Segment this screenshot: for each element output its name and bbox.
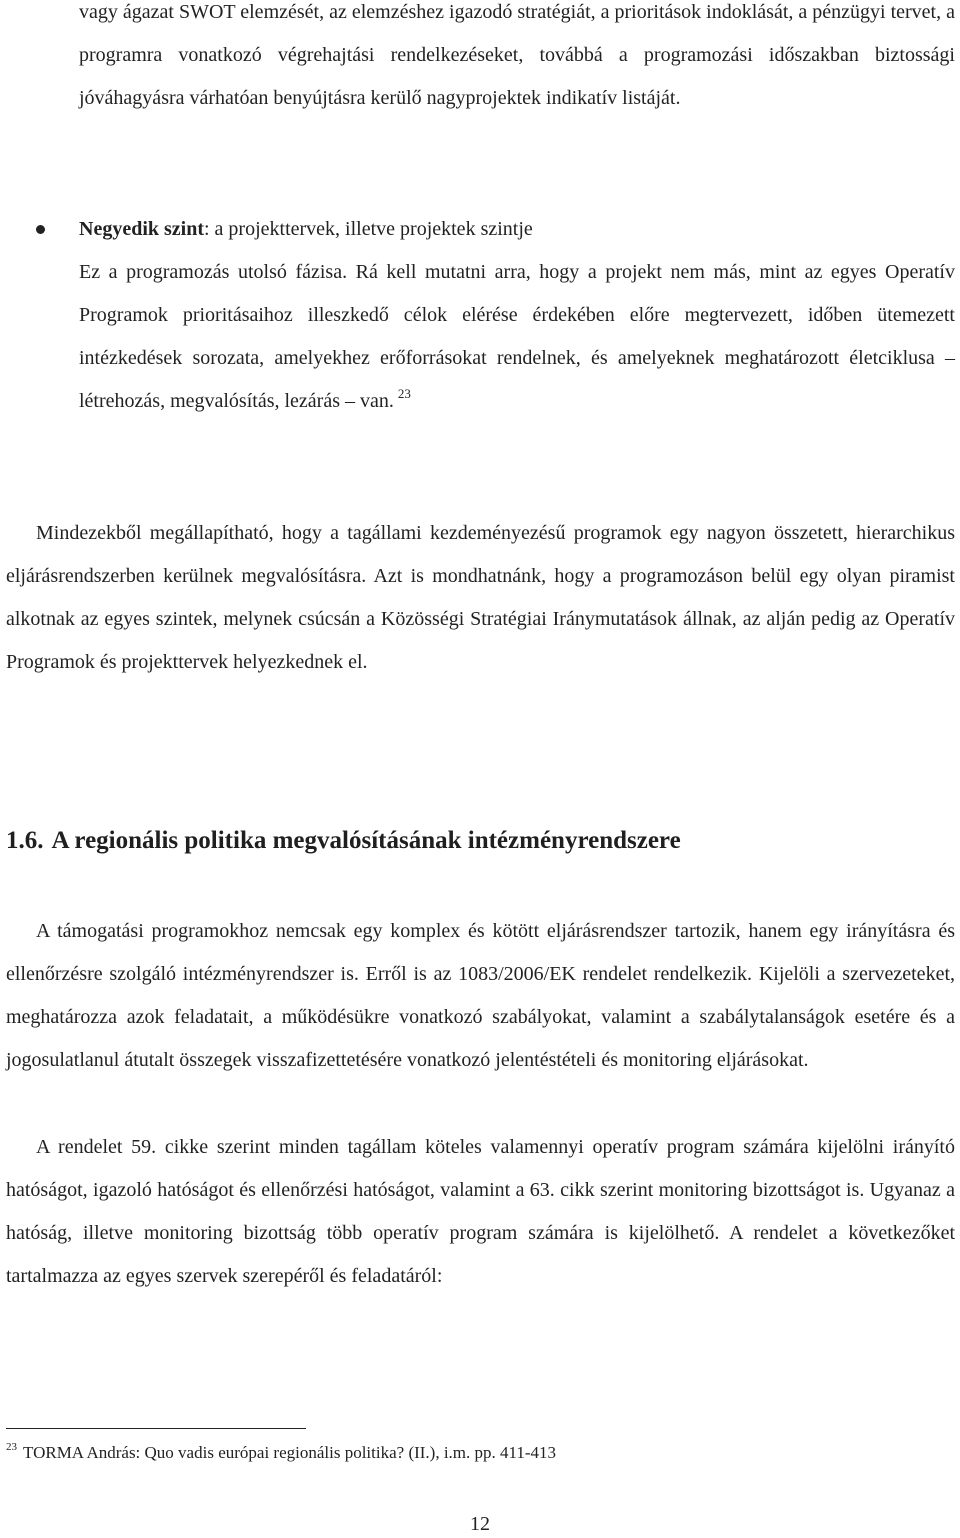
paragraph-intro-text: vagy ágazat SWOT elemzését, az elemzéshez igazodó stratégiát, a prioritások indoklását, a pénzügyi tervet, a programra vonatkozó végrehajtási rendelkezéseket, továbbá a programozási időszakban biztossági jóváhagyásra várhatóan benyújtásra kerülő nagyprojektek indikatív listáját. (79, 1, 955, 109)
section-title: A regionális politika megvalósításának intézményrendszere (51, 827, 681, 854)
bullet-item-label: Negyedik szint (79, 218, 204, 240)
paragraph-intro (79, 0, 955, 120)
section-heading (6, 818, 681, 864)
bullet-item-text (79, 208, 533, 251)
paragraph-institutions (6, 910, 955, 1082)
paragraph-institutions-text: A támogatási programokhoz nemcsak egy komplex és kötött eljárásrendszer tartozik, hanem egy irányításra és ellenőrzésre szolgáló intézményrendszer is. Erről is az 1083/2006/EK rendelet rendelkezik. Kijelöli a szervezeteket, meghatározza azok feladatait, a működésükre vonatkozó szabályokat, valamint a szabálytalanságok esetére és a jogosulatlanul átutalt összegek visszafizettetésére vonatkozó jelentéstételi és monitoring eljárásokat. (6, 920, 955, 1071)
bullet-item-level4 (36, 208, 955, 251)
paragraph-level4 (79, 251, 955, 423)
section-number: 1.6. (6, 827, 44, 854)
bullet-dot-icon (36, 225, 45, 234)
footnote-reference: 23 (397, 386, 411, 401)
paragraph-level4-text: Ez a programozás utolsó fázisa. Rá kell mutatni arra, hogy a projekt nem más, mint az egyes Operatív Programok prioritásaihoz illeszkedő célok elérése érdekében előre megtervezett, időben ütemezett intézkedések sorozata, amelyekhez erőforrásokat rendelnek, és amelyeknek meghatározott életciklusa – létrehozás, megvalósítás, lezárás – van. (79, 261, 955, 412)
page-number: 12 (470, 1513, 490, 1535)
paragraph-summary-text: Mindezekből megállapítható, hogy a tagállami kezdeményezésű programok egy nagyon összetett, hierarchikus eljárásrendszerben kerülnek megvalósításra. Azt is mondhatnánk, hogy a programozáson belül egy olyan piramist alkotnak az egyes szintek, melynek csúcsán a Közösségi Stratégiai Iránymutatások állnak, az alján pedig az Operatív Programok és projekttervek helyezkednek el. (6, 522, 955, 673)
footnote (6, 1440, 556, 1466)
paragraph-article59-text: A rendelet 59. cikke szerint minden tagállam köteles valamennyi operatív program számára kijelölni irányító hatóságot, igazoló hatóságot és ellenőrzési hatóságot, valamint a 63. cikk szerint monitoring bizottságot is. Ugyanaz a hatóság, illetve monitoring bizottság több operatív program számára is kijelölhető. A rendelet a következőket tartalmazza az egyes szervek szerepéről és feladatáról: (6, 1136, 955, 1287)
paragraph-article59 (6, 1126, 955, 1298)
footnote-number: 23 (6, 1441, 17, 1453)
footnote-text: TORMA András: Quo vadis európai regionális politika? (II.), i.m. pp. 411-413 (23, 1443, 557, 1462)
paragraph-summary (6, 512, 955, 684)
footnote-divider (6, 1428, 306, 1429)
bullet-item-description: : a projekttervek, illetve projektek szintje (204, 218, 533, 240)
